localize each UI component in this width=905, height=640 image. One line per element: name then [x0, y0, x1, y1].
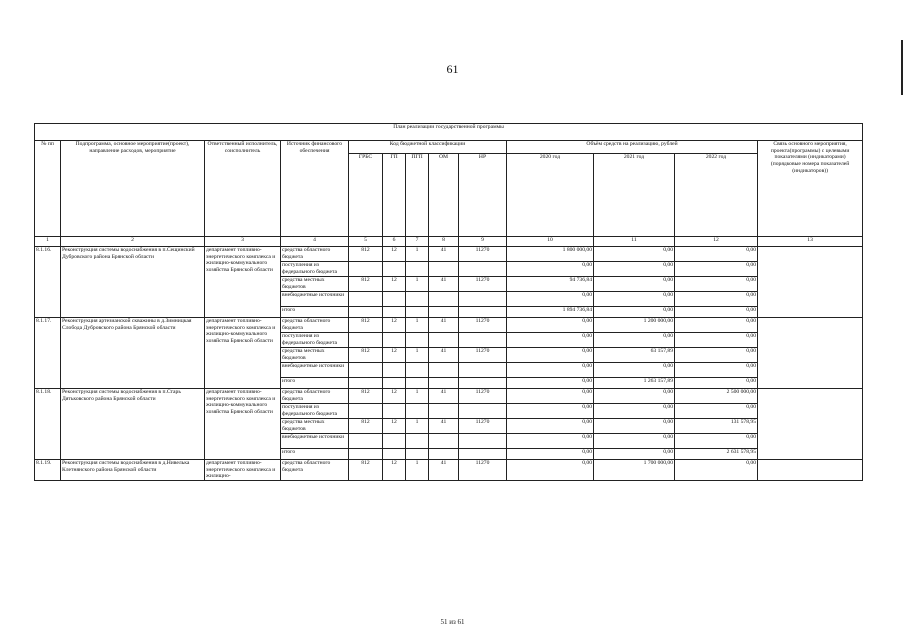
cell-responsible: департамент топливно-энергетического комплекса и жилищно-коммунального хозяйства Брянской области	[205, 318, 281, 389]
cell-source: средства областного бюджета	[281, 318, 349, 333]
cell-pgp	[406, 434, 429, 449]
cell-y2022: 2 500 000,00	[675, 389, 758, 404]
cell-y2022: 2 631 578,95	[675, 449, 758, 460]
cell-grbs: 812	[349, 247, 383, 262]
plan-table	[34, 123, 863, 481]
cell-y2021: 1 700 000,00	[594, 460, 675, 481]
cell-y2020: 0,00	[507, 389, 594, 404]
cell-grbs	[349, 363, 383, 378]
cell-pgp	[406, 262, 429, 277]
cell-om	[429, 262, 459, 277]
cell-source: внебюджетные источники	[281, 363, 349, 378]
cell-om: 41	[429, 318, 459, 333]
col-number: 13	[758, 237, 863, 247]
cell-om	[429, 434, 459, 449]
cell-grbs	[349, 434, 383, 449]
cell-link	[758, 318, 863, 389]
cell-grbs	[349, 404, 383, 419]
cell-y2022: 0,00	[675, 404, 758, 419]
cell-y2021: 0,00	[594, 307, 675, 318]
cell-y2021: 0,00	[594, 247, 675, 262]
cell-om: 41	[429, 348, 459, 363]
cell-y2021: 0,00	[594, 419, 675, 434]
cell-pgp: 1	[406, 247, 429, 262]
cell-y2021: 0,00	[594, 363, 675, 378]
cell-np: 11270	[459, 460, 507, 481]
cell-grbs: 812	[349, 277, 383, 292]
cell-y2022: 0,00	[675, 363, 758, 378]
cell-grbs	[349, 262, 383, 277]
cell-pgp	[406, 449, 429, 460]
cell-pgp: 1	[406, 419, 429, 434]
cell-pgp	[406, 333, 429, 348]
cell-y2021: 1 263 157,89	[594, 378, 675, 389]
cell-y2022: 0,00	[675, 277, 758, 292]
cell-y2020: 0,00	[507, 378, 594, 389]
cell-no: 8.1.19.	[35, 460, 61, 481]
cell-y2020: 0,00	[507, 460, 594, 481]
cell-y2021: 0,00	[594, 449, 675, 460]
header-no: № пп	[35, 141, 61, 237]
cell-om: 41	[429, 419, 459, 434]
cell-gp	[383, 292, 406, 307]
cell-np: 11270	[459, 348, 507, 363]
page-number: 61	[446, 62, 459, 76]
cell-gp: 12	[383, 389, 406, 404]
header-link: Связь основного мероприятия, проекта(программы) с целевыми показателями (индикаторами) (порядковые номера показателей (индикаторов))	[758, 141, 863, 237]
cell-om	[429, 333, 459, 348]
cell-y2022: 0,00	[675, 247, 758, 262]
cell-grbs	[349, 333, 383, 348]
cell-y2020: 1 894 736,84	[507, 307, 594, 318]
cell-y2021: 63 157,89	[594, 348, 675, 363]
cell-grbs: 812	[349, 460, 383, 481]
cell-pgp: 1	[406, 389, 429, 404]
cell-y2020: 0,00	[507, 363, 594, 378]
cell-np	[459, 262, 507, 277]
cell-gp	[383, 378, 406, 389]
cell-y2020: 0,00	[507, 292, 594, 307]
cell-y2021: 0,00	[594, 262, 675, 277]
cell-gp	[383, 404, 406, 419]
cell-program: Реконструкция системы водоснабжения в п.Старь Дятьковского района Брянской области	[61, 389, 205, 460]
cell-grbs	[349, 292, 383, 307]
col-number: 5	[349, 237, 383, 247]
cell-y2022: 0,00	[675, 292, 758, 307]
cell-program: Реконструкция артезианской скважины в д.Зимницкая Слобода Дубровского района Брянской области	[61, 318, 205, 389]
cell-grbs: 812	[349, 419, 383, 434]
cell-gp	[383, 363, 406, 378]
cell-y2020: 0,00	[507, 419, 594, 434]
cell-pgp: 1	[406, 460, 429, 481]
cell-np: 11270	[459, 247, 507, 262]
cell-program: Реконструкция системы водоснабжения в п.Сещинский Дубровского района Брянской области	[61, 247, 205, 318]
cell-link	[758, 389, 863, 460]
col-number: 10	[507, 237, 594, 247]
cell-y2022: 0,00	[675, 262, 758, 277]
header-program: Подпрограмма, основное мероприятие(проект), направление расходов, мероприятие	[61, 141, 205, 237]
cell-pgp	[406, 404, 429, 419]
cell-grbs: 812	[349, 348, 383, 363]
col-number: 1	[35, 237, 61, 247]
cell-grbs	[349, 307, 383, 318]
cell-source: средства областного бюджета	[281, 389, 349, 404]
cell-om	[429, 292, 459, 307]
cell-link	[758, 247, 863, 318]
cell-pgp	[406, 292, 429, 307]
cell-grbs	[349, 378, 383, 389]
cell-y2022: 0,00	[675, 460, 758, 481]
cell-source: итого	[281, 378, 349, 389]
cell-np: 11270	[459, 389, 507, 404]
cell-y2021: 0,00	[594, 389, 675, 404]
cell-om	[429, 404, 459, 419]
table-title: План реализации государственной программы	[35, 124, 863, 141]
cell-source: внебюджетные источники	[281, 434, 349, 449]
cell-y2021: 1 200 000,00	[594, 318, 675, 333]
cell-no: 8.1.18.	[35, 389, 61, 460]
cell-gp: 12	[383, 419, 406, 434]
cell-om: 41	[429, 389, 459, 404]
cell-source: поступления из федерального бюджета	[281, 333, 349, 348]
cell-pgp: 1	[406, 318, 429, 333]
header-np: НР	[459, 154, 507, 237]
cell-pgp	[406, 307, 429, 318]
table-row	[35, 389, 863, 404]
cell-responsible: департамент топливно-энергетического комплекса и жилищно-коммунального хозяйства Брянской области	[205, 247, 281, 318]
cell-responsible: департамент топливно-энергетического комплекса и жилищно-коммунального хозяйства Брянской области	[205, 389, 281, 460]
cell-source: итого	[281, 449, 349, 460]
col-number: 7	[406, 237, 429, 247]
cell-y2021: 0,00	[594, 333, 675, 348]
cell-y2021: 0,00	[594, 404, 675, 419]
cell-np: 11270	[459, 419, 507, 434]
cell-y2020: 94 736,84	[507, 277, 594, 292]
cell-om: 41	[429, 460, 459, 481]
cell-grbs	[349, 449, 383, 460]
table-row	[35, 318, 863, 333]
col-number: 6	[383, 237, 406, 247]
cell-pgp: 1	[406, 277, 429, 292]
cell-source: средства областного бюджета	[281, 460, 349, 481]
cell-y2022: 0,00	[675, 378, 758, 389]
cell-no: 8.1.17.	[35, 318, 61, 389]
cell-y2020: 0,00	[507, 348, 594, 363]
cell-om	[429, 378, 459, 389]
cell-gp	[383, 333, 406, 348]
cell-np: 11270	[459, 277, 507, 292]
header-2020: 2020 год	[507, 154, 594, 237]
col-number: 9	[459, 237, 507, 247]
header-2022: 2022 год	[675, 154, 758, 237]
cell-grbs: 812	[349, 318, 383, 333]
cell-np	[459, 404, 507, 419]
cell-np	[459, 363, 507, 378]
cell-gp: 12	[383, 348, 406, 363]
cell-y2022: 0,00	[675, 348, 758, 363]
cell-responsible: департамент топливно-энергетического комплекса и жилищно-	[205, 460, 281, 481]
col-number: 2	[61, 237, 205, 247]
header-grbs: ГРБС	[349, 154, 383, 237]
cell-y2020: 0,00	[507, 262, 594, 277]
page-footer: 51 из 61	[440, 618, 465, 626]
cell-y2020: 0,00	[507, 333, 594, 348]
header-2021: 2021 год	[594, 154, 675, 237]
header-kbk: Код бюджетной классификации	[349, 141, 507, 154]
cell-om: 41	[429, 247, 459, 262]
cell-grbs: 812	[349, 389, 383, 404]
cell-np	[459, 434, 507, 449]
cell-y2020: 0,00	[507, 404, 594, 419]
cell-np	[459, 378, 507, 389]
header-gp: ГП	[383, 154, 406, 237]
cell-np: 11270	[459, 318, 507, 333]
cell-source: средства областного бюджета	[281, 247, 349, 262]
cell-om	[429, 363, 459, 378]
cell-source: средства местных бюджетов	[281, 419, 349, 434]
col-number: 12	[675, 237, 758, 247]
cell-gp	[383, 262, 406, 277]
cell-np	[459, 307, 507, 318]
table-row	[35, 247, 863, 262]
cell-link	[758, 460, 863, 481]
cell-y2022: 0,00	[675, 434, 758, 449]
cell-y2021: 0,00	[594, 292, 675, 307]
cell-gp	[383, 449, 406, 460]
cell-source: средства местных бюджетов	[281, 277, 349, 292]
cell-pgp	[406, 378, 429, 389]
cell-np	[459, 292, 507, 307]
header-om: ОМ	[429, 154, 459, 237]
cell-gp	[383, 434, 406, 449]
cell-y2022: 0,00	[675, 333, 758, 348]
cell-source: итого	[281, 307, 349, 318]
cell-om: 41	[429, 277, 459, 292]
cell-y2021: 0,00	[594, 434, 675, 449]
cell-pgp	[406, 363, 429, 378]
table-row	[35, 460, 863, 481]
header-responsible: Ответственный исполнитель, соисполнитель	[205, 141, 281, 237]
cell-source: поступления из федерального бюджета	[281, 404, 349, 419]
header-volume: Объём средств на реализацию, рублей	[507, 141, 758, 154]
cell-y2020: 0,00	[507, 318, 594, 333]
cell-program: Реконструкция системы водоснабжения в д.Нивелька Клетнянского района Брянской области	[61, 460, 205, 481]
cell-no: 8.1.16.	[35, 247, 61, 318]
cell-y2020: 0,00	[507, 434, 594, 449]
cell-gp: 12	[383, 247, 406, 262]
cell-y2020: 0,00	[507, 449, 594, 460]
cell-y2020: 1 800 000,00	[507, 247, 594, 262]
cell-gp: 12	[383, 318, 406, 333]
cell-gp: 12	[383, 460, 406, 481]
col-number: 11	[594, 237, 675, 247]
cell-y2022: 0,00	[675, 318, 758, 333]
cell-source: средства местных бюджетов	[281, 348, 349, 363]
header-sources: Источник финансового обеспечения	[281, 141, 349, 237]
cell-pgp: 1	[406, 348, 429, 363]
cell-gp: 12	[383, 277, 406, 292]
cell-om	[429, 449, 459, 460]
cell-source: внебюджетные источники	[281, 292, 349, 307]
cell-om	[429, 307, 459, 318]
cell-np	[459, 449, 507, 460]
col-number: 8	[429, 237, 459, 247]
col-number: 4	[281, 237, 349, 247]
cell-y2022: 0,00	[675, 307, 758, 318]
cell-source: поступления из федерального бюджета	[281, 262, 349, 277]
cell-y2022: 131 578,95	[675, 419, 758, 434]
cell-y2021: 0,00	[594, 277, 675, 292]
cell-gp	[383, 307, 406, 318]
header-pgp: ПГП	[406, 154, 429, 237]
col-number: 3	[205, 237, 281, 247]
cell-np	[459, 333, 507, 348]
